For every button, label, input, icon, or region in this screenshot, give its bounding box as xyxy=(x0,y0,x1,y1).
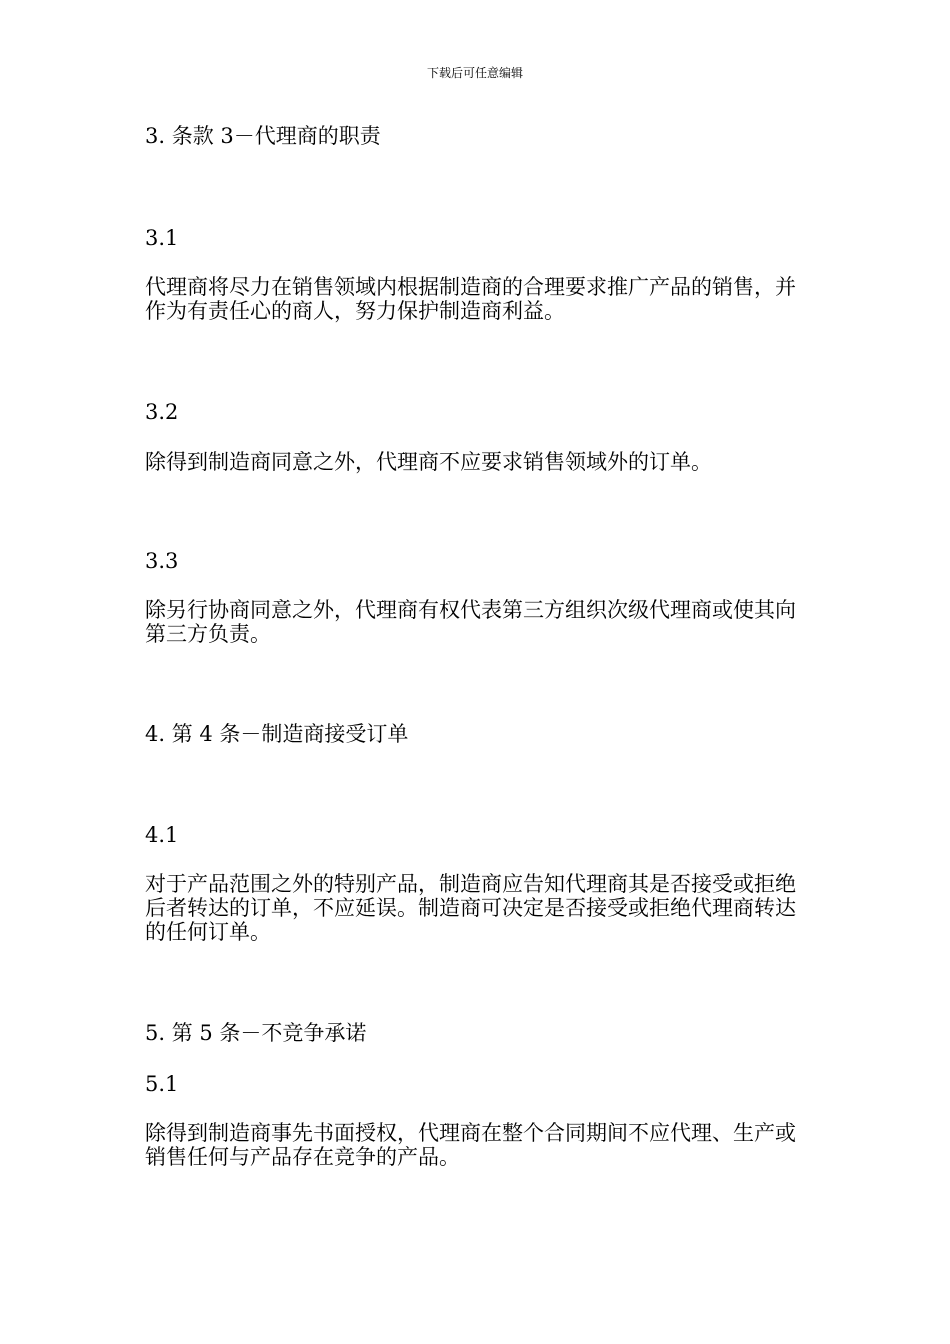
clause-text-4-1: 对于产品范围之外的特别产品，制造商应告知代理商其是否接受或拒绝后者转达的订单，不应延误。制造商可决定是否接受或拒绝代理商转达的任何订单。 xyxy=(145,872,796,944)
clause-text-3-3: 除另行协商同意之外，代理商有权代表第三方组织次级代理商或使其向第三方负责。 xyxy=(145,598,796,646)
clause-number-3-3: 3.3 xyxy=(145,549,179,573)
section-heading-4: 4. 第 4 条－制造商接受订单 xyxy=(145,722,409,746)
section-heading-3: 3. 条款 3－代理商的职责 xyxy=(145,124,381,148)
clause-number-3-2: 3.2 xyxy=(145,400,179,424)
clause-number-5-1: 5.1 xyxy=(145,1072,179,1096)
clause-text-3-2: 除得到制造商同意之外，代理商不应要求销售领域外的订单。 xyxy=(145,450,712,474)
clause-text-3-1: 代理商将尽力在销售领域内根据制造商的合理要求推广产品的销售，并作为有责任心的商人，努力保护制造商利益。 xyxy=(145,275,796,323)
clause-number-4-1: 4.1 xyxy=(145,823,179,847)
section-heading-5: 5. 第 5 条－不竞争承诺 xyxy=(145,1021,367,1045)
clause-number-3-1: 3.1 xyxy=(145,226,179,250)
page-header: 下载后可任意编辑 xyxy=(426,66,523,80)
clause-text-5-1: 除得到制造商事先书面授权，代理商在整个合同期间不应代理、生产或销售任何与产品存在竞争的产品。 xyxy=(145,1121,796,1169)
